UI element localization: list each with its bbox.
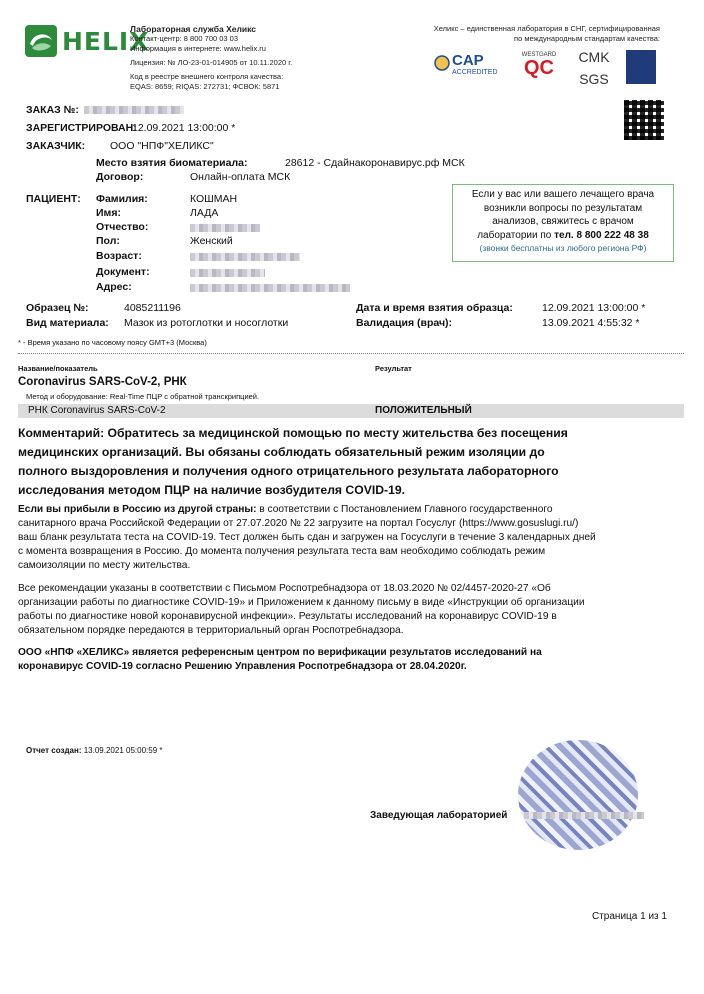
cap-text: CAP [452, 52, 484, 69]
sgs-badge: CMK SGS [578, 49, 610, 87]
cap-badge [434, 52, 506, 82]
qr-code [624, 100, 664, 140]
lab-registry-2: EQAS: 8659; RIQAS: 272731; ФСВОК: 5871 [130, 82, 280, 91]
patient-label: ПАЦИЕНТ: [26, 193, 81, 205]
cap-accredited: ACCREDITED [452, 69, 498, 76]
lab-name: Лабораторная служба Хеликс [130, 24, 256, 34]
material-value: Мазок из ротоглотки и носоглотки [124, 317, 289, 329]
result-row-value: ПОЛОЖИТЕЛЬНЫЙ [375, 405, 472, 416]
place-label: Место взятия биоматериала: [96, 157, 248, 169]
lab-stamp [518, 740, 638, 850]
signature-redacted [524, 812, 644, 819]
order-label: ЗАКАЗ №: [26, 104, 79, 116]
surname-value: КОШМАН [190, 193, 238, 205]
sex-value: Женский [190, 235, 233, 247]
sample-value: 4085211196 [124, 302, 181, 314]
customer-label: ЗАКАЗЧИК: [26, 140, 86, 152]
surname-label: Фамилия: [96, 193, 148, 205]
westgard-badge: WESTGARD QC [521, 52, 557, 79]
comment-block: Комментарий: Обратитесь за медицинской помощью по месту жительства без посещения медицинских организаций. Вы обязаны соблюдать обязательный режим изоляции до полного выздоровления и получения одного отрицательного результата лабораторного исследования методом ПЦР на наличие возбудителя COVID-19. [18, 426, 568, 497]
lab-license: Лицензия: № ЛО-23-01-014905 от 10.11.2020 г. [130, 58, 293, 67]
age-redacted [190, 253, 300, 261]
logo-text: HELIX [62, 27, 150, 56]
sample-label: Образец №: [26, 302, 89, 314]
address-redacted [190, 284, 350, 292]
validation-label: Валидация (врач): [356, 317, 453, 329]
lab-info [130, 24, 340, 92]
customer-value: ООО "НПФ"ХЕЛИКС" [110, 140, 214, 152]
timezone-note: * - Время указано по часовому поясу GMT+3 (Москва) [18, 338, 207, 347]
registered-value: 12.09.2021 13:00:00 * [132, 122, 236, 134]
global-badge-icon [626, 50, 656, 84]
col-name-header: Название/показатель [18, 364, 98, 373]
document-redacted [190, 269, 265, 277]
patronymic-label: Отчество: [96, 221, 149, 233]
cert-text: Хеликс – единственная лаборатория в СНГ, сертифицированная по международным стандартам качества: [433, 24, 660, 43]
patronymic-redacted [190, 224, 260, 232]
test-title: Coronavirus SARS-CoV-2, РНК [18, 376, 187, 388]
sex-label: Пол: [96, 235, 120, 247]
document-label: Документ: [96, 266, 150, 278]
validation-value: 13.09.2021 4:55:32 * [542, 317, 640, 329]
place-value: 28612 - Сдайнакоронавирус.рф МСК [285, 157, 465, 169]
notice-phone: тел. 8 800 222 48 38 [554, 229, 649, 241]
result-row-name: РНК Coronavirus SARS-CoV-2 [28, 405, 166, 416]
cap-emblem-icon [434, 54, 450, 72]
age-label: Возраст: [96, 250, 142, 262]
recommendations-paragraph: Все рекомендации указаны в соответствии с Письмом Роспотребнадзора от 18.03.2020 № 02/4457-2020-27 «Об организации работы по диагностике COVID-19» и Приложением к данному письму в виде «Инструкции об организации работы по диагностике новой коронавирусной инфекции». Результаты исследований на коронавирус COVID-19 в обязательном порядке передаются в территориальный орган Роспотребнадзора. [18, 583, 585, 636]
datetime-label: Дата и время взятия образца: [356, 302, 513, 314]
helix-swirl-icon [24, 24, 58, 58]
head-of-lab-label: Заведующая лабораторией [370, 810, 508, 821]
page-number: Страница 1 из 1 [592, 911, 667, 922]
address-label: Адрес: [96, 281, 132, 293]
reference-center-paragraph: ООО «НПФ «ХЕЛИКС» является референсным центром по верификации результатов исследований на коронавирус COVID-19 согласно Решению Управления Роспотребнадзора от 28.04.2020г. [18, 647, 542, 672]
arrival-paragraph: Если вы прибыли в Россию из другой страны: в соответствии с Постановлением Главного государственного санитарного врача Российской Федерации от 27.07.2020 № 22 загрузите на портал Госуслуг (https://www.gosuslugi.ru/) ваш бланк результата теста на COVID-19. Тест должен быть сдан и загружен на Госуслуги в течение 3 календарных дней с момента возвращения в Россию. До момента получения результата теста вам необходимо соблюдать режим самоизоляции по месту жительства. [18, 504, 596, 571]
order-number-redacted [84, 106, 184, 114]
method-text: Метод и оборудование: Real-Time ПЦР с обратной транскрипцией. [26, 392, 260, 401]
col-result-header: Результат [375, 364, 412, 373]
material-label: Вид материала: [26, 317, 109, 329]
lab-registry-1: Код в реестре внешнего контроля качества: [130, 72, 284, 81]
lab-contact: Контакт-центр: 8 800 700 03 03 [130, 34, 239, 43]
report-created: Отчет создан: 13.09.2021 05:00:59 * [26, 746, 163, 755]
contact-notice: Если у вас или вашего лечащего врача возникли вопросы по результатам анализов, свяжитесь с врачом лаборатории по тел. 8 800 222 48 38 (звонки бесплатны из любого региона РФ) [452, 184, 674, 262]
result-row [18, 404, 684, 418]
datetime-value: 12.09.2021 13:00:00 * [542, 302, 646, 314]
name-label: Имя: [96, 207, 121, 219]
registered-label: ЗАРЕГИСТРИРОВАН: [26, 122, 137, 134]
contract-value: Онлайн-оплата МСК [190, 171, 291, 183]
divider [18, 353, 684, 354]
name-value: ЛАДА [190, 207, 219, 219]
contract-label: Договор: [96, 171, 144, 183]
helix-logo [24, 22, 150, 60]
lab-internet: Информация в интернете: www.helix.ru [130, 44, 266, 53]
